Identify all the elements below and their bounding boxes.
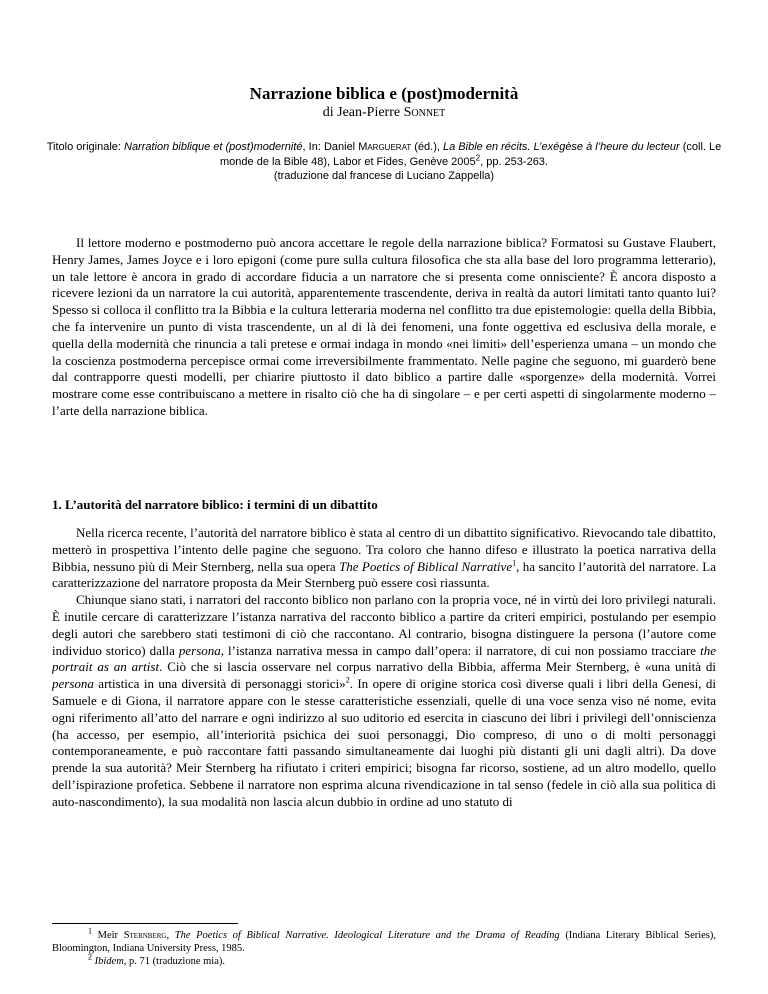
author-prefix: di Jean-Pierre xyxy=(322,105,404,120)
p1-text-a: Nella ricerca recente, l’autorità del narratore biblico è stata al centro di un dibattito significativo. Rievocando tale dibattito, metterò in prospettiva l’intento delle pagine che seguono. Tra coloro che hanno difeso e illustrato la poetica narrativa della Bibbia, nessuno più di Meir Sternberg, nella sua opera xyxy=(52,525,716,574)
source-label: Titolo originale: xyxy=(46,141,124,153)
book-title-poetics: The Poetics of Biblical Narrative xyxy=(339,558,513,574)
fn1-author: Meir xyxy=(97,930,124,941)
term-persona-2: persona xyxy=(52,676,94,692)
footnote-1-number: 1 xyxy=(88,926,92,936)
term-portrait: the portrait as an artist xyxy=(52,642,716,675)
source-pages: , pp. 253-263. xyxy=(480,155,548,168)
intro-section xyxy=(52,235,716,420)
source-translation: (traduzione dal francese di Luciano Zappella) xyxy=(273,170,495,182)
footnotes xyxy=(52,926,717,968)
footnote-2-number: 2 xyxy=(88,952,92,962)
article-title: Narrazione biblica e (post)modernità xyxy=(249,84,519,103)
footnote-2 xyxy=(52,952,716,968)
p2-text-c: . Ciò che si lascia osservare nel corpus narrativo della Bibbia, afferma Meir Sternberg, è «una unità di xyxy=(159,659,717,675)
fn1-surname: Sternberg xyxy=(123,930,167,941)
source-original-title: Narration biblique et (post)modernité xyxy=(124,141,303,153)
source-in-text: , In: Daniel xyxy=(302,141,359,153)
source-editor-suffix: (éd.), xyxy=(411,141,444,153)
fn1-rest: (Indiana Literary Biblical Series), Bloomington, Indiana University Press, 1985. xyxy=(52,930,717,954)
p1-text-b: , ha sancito l’autorità del narratore. La caratterizzazione del narratore proposta da Meir Sternberg può essere così riassunta. xyxy=(52,558,716,591)
footnote-separator xyxy=(52,923,238,924)
fn1-title: The Poetics of Biblical Narrative. Ideological Literature and the Drama of Reading xyxy=(174,930,560,941)
source-editor-surname: Marguerat xyxy=(358,141,412,153)
p2-text-e: . In opere di origine storica così diverse quali i libri della Genesi, di Samuele e di Giona, il narratore appare con le stesse caratteristiche essenziali, quelle di una voce senza viso né nome, evita ogni riferimento all’atto del narrare e ogni indirizzo al suo uditorio ed esercita in ciascuno dei libri i privilegi dell’onniscienza (ha accesso, per esempio, all’interiorità psichica dei suoi personaggi, Dio compreso, di uno o di molti personaggi contemporaneamente, e può raccontare fatti passando simultaneamente dai luoghi più distanti gli uni dagli altri). Da dove prende la sua autorità? Meir Sternberg ha rifiutato i criteri empirici; bisogna far ricorso, sostiene, ad un altro modello, quello dell’ispirazione profetica. Sebbene il narratore non esprima alcuna rivendicazione in tal senso (fedele in ciò alla sua politica di auto-nascondimento), la sua modalità non lascia alcun dubbio in ordine ad uno statuto di xyxy=(52,676,716,809)
source-note xyxy=(40,140,728,184)
fn2-ibidem: Ibidem xyxy=(94,956,124,967)
term-persona: persona xyxy=(178,642,221,658)
fn2-rest: , p. 71 (traduzione mia). xyxy=(123,956,225,967)
source-edition-sup: 2 xyxy=(475,152,481,162)
article-author xyxy=(0,104,768,121)
section-heading: 1. L’autorità del narratore biblico: i termini di un dibattito xyxy=(52,497,378,512)
section-body xyxy=(52,525,716,811)
section-paragraph-1 xyxy=(52,525,716,592)
p2-text-d: artistica in una diversità di personaggi storici» xyxy=(93,676,346,692)
section-paragraph-2 xyxy=(52,592,716,810)
p2-text-b: , l’istanza narrativa messa in campo dall’opera: il narratore, di cui non possiamo tracciare xyxy=(220,642,701,658)
source-publisher: (coll. Le monde de la Bible 48), Labor et Fides, Genève 2005 xyxy=(220,141,722,168)
fn1-sep: , xyxy=(166,930,175,941)
intro-paragraph: Il lettore moderno e postmoderno può ancora accettare le regole della narrazione biblica? Formatosi su Gustave Flaubert, Henry James, James Joyce e i loro epigoni (come pure sulla cultura filosofica che sta alla base del loro programma letterario), un tale lettore è ancora in grado di accordare fiducia a un narratore che si presenta come onnisciente? È ancora disposto a ricevere lezioni da un narratore la cui autorità, apparentemente trascendente, deriva in realtà da autori limitati tanto quanto lui? Spesso si colloca il conflitto tra la Bibbia e la cultura letteraria moderna nel conflitto tra due epistemologie: quella della Bibbia, che fa intervenire un punto di vista trascendente, un al di là dei fenomeni, una fonte oggettiva ed esclusiva della morale, e quella della modernità che rinuncia a tali pretese e ormai indaga in mondo «nei limiti» dell’esperienza umana – un mondo che la coscienza postmoderna percepisce ormai come irreversibilmente frammentato. Nelle pagine che seguono, mi guarderò bene dal contrapporre questi modelli, per chiarire piuttosto il dato biblico a partire dalle «sporgenze» della modernità. Vorrei mostrare come esse contribuiscano a mettere in risalto ciò che ha di singolare – e per certi aspetti di singolarmente moderno – l’arte della narrazione biblica. xyxy=(52,235,716,418)
source-book-title: La Bible en récits. L’exégèse à l’heure du lecteur xyxy=(443,141,680,153)
footnote-ref-2: 2 xyxy=(345,675,350,685)
footnote-ref-1: 1 xyxy=(512,558,517,568)
footnote-1 xyxy=(52,926,717,955)
p2-text-a: Chiunque siano stati, i narratori del racconto biblico non parlano con la propria voce, né in virtù dei loro privilegi naturali. È inutile cercare di caratterizzare l’istanza narrativa del racconto biblico a partire da criteri empirici, postulando per esempio degli autori che sarebbero stati testimoni di ciò che raccontano. Al contrario, bisogna distinguere la persona (l’autore come individuo storico) dalla xyxy=(52,592,716,658)
author-surname: Sonnet xyxy=(403,105,446,120)
